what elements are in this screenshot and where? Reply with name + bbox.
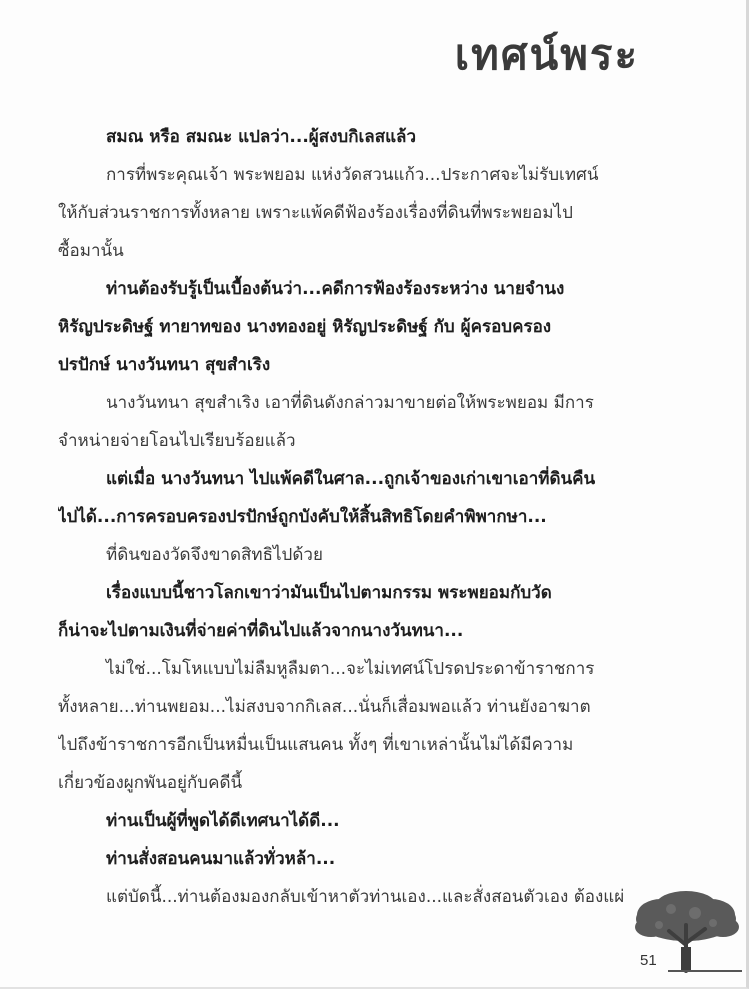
- paragraph: [58, 574, 678, 650]
- text-line: แต่บัดนี้...ท่านต้องมองกลับเข้าหาตัวท่านเอง...และสั่งสอนตัวเอง ต้องแผ่: [106, 887, 625, 907]
- paragraph: [58, 840, 678, 878]
- text-line: สมณ หรือ สมณะ แปลว่า...ผู้สงบกิเลสแล้ว: [106, 127, 417, 147]
- paragraph: [58, 460, 678, 536]
- paragraph: [58, 878, 678, 916]
- paragraph: [58, 802, 678, 840]
- page-number: 51: [640, 952, 657, 969]
- text-line: ไปได้...การครอบครองปรปักษ์ถูกบังคับให้สิ้นสิทธิโดยคำพิพากษา...: [58, 507, 547, 527]
- text-line: เรื่องแบบนี้ชาวโลกเขาว่ามันเป็นไปตามกรรม พระพยอมกับวัด: [106, 583, 552, 603]
- text-line: ท่านต้องรับรู้เป็นเบื้องต้นว่า...คดีการฟ้องร้องระหว่าง นายจำนง: [106, 279, 565, 299]
- text-line: การที่พระคุณเจ้า พระพยอม แห่งวัดสวนแก้ว...ประกาศจะไม่รับเทศน์: [106, 165, 599, 185]
- text-line: ท่านเป็นผู้ที่พูดได้ดีเทศนาได้ดี...: [106, 811, 340, 831]
- paragraph: [58, 270, 678, 384]
- text-line: แต่เมื่อ นางวันทนา ไปแพ้คดีในศาล...ถูกเจ้าของเก่าเขาเอาที่ดินคืน: [106, 469, 596, 489]
- text-line: ไปถึงข้าราชการอีกเป็นหมื่นเป็นแสนคน ทั้งๆ ที่เขาเหล่านั้นไม่ได้มีความ: [58, 735, 574, 755]
- text-line: ก็น่าจะไปตามเงินที่จ่ายค่าที่ดินไปแล้วจากนางวันทนา...: [58, 621, 464, 641]
- text-line: ไม่ใช่...โมโหแบบไม่ลืมหูลืมตา...จะไม่เทศน์โปรดประดาข้าราชการ: [106, 659, 595, 679]
- text-line: ทั้งหลาย...ท่านพยอม...ไม่สงบจากกิเลส...นั่นก็เสื่อมพอแล้ว ท่านยังอาฆาต: [58, 697, 591, 717]
- text-line: ปรปักษ์ นางวันทนา สุขสำเริง: [58, 355, 271, 375]
- text-line: เกี่ยวข้องผูกพันอยู่กับคดีนี้: [58, 773, 243, 793]
- paragraph: [58, 536, 678, 574]
- paragraph: [58, 650, 678, 802]
- paragraph: [58, 384, 678, 460]
- page-title: เทศน์พระ: [454, 30, 639, 79]
- text-line: นางวันทนา สุขสำเริง เอาที่ดินดังกล่าวมาขายต่อให้พระพยอม มีการ: [106, 393, 594, 413]
- text-line: จำหน่ายจ่ายโอนไปเรียบร้อยแล้ว: [58, 431, 296, 451]
- text-line: ท่านสั่งสอนคนมาแล้วทั่วหล้า...: [106, 849, 336, 869]
- paragraph: [58, 156, 678, 270]
- text-line: หิรัญประดิษฐ์ ทายาทของ นางทองอยู่ หิรัญประดิษฐ์ กับ ผู้ครอบครอง: [58, 317, 552, 337]
- text-line: ให้กับส่วนราชการทั้งหลาย เพราะแพ้คดีฟ้องร้องเรื่องที่ดินที่พระพยอมไป: [58, 203, 573, 223]
- text-line: ซื้อมานั้น: [58, 241, 124, 261]
- ground-line: [668, 970, 742, 972]
- paragraph: [58, 118, 678, 156]
- article-body: [58, 118, 678, 916]
- text-line: ที่ดินของวัดจึงขาดสิทธิไปด้วย: [106, 545, 323, 565]
